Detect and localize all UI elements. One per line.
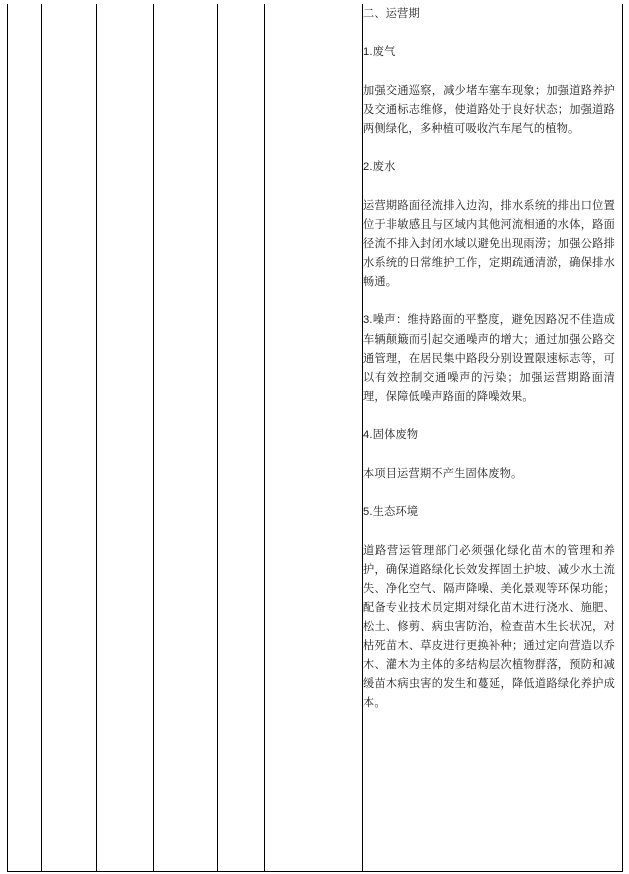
section-title: 二、运营期	[363, 7, 420, 20]
item-title: 废气	[372, 45, 396, 58]
item-title: 废水	[372, 160, 396, 173]
column-divider	[264, 4, 265, 871]
item-number: 2.	[363, 161, 373, 173]
item-number: 3.	[363, 314, 373, 326]
column-divider	[153, 4, 154, 871]
column-divider	[217, 4, 218, 871]
item-body-1: 加强交通巡察，减少堵车塞车现象；加强道路养护及交通标志维修，使道路处于良好状态；加强道路两侧绿化，多种植可吸收汽车尾气的植物。	[363, 84, 615, 135]
item-heading-1	[363, 42, 615, 62]
item-heading-2	[363, 157, 615, 177]
item-heading-4	[363, 425, 615, 445]
operation-period-cell	[363, 4, 615, 712]
item-body-2: 运营期路面径流排入边沟，排水系统的排出口位置位于非敏感且与区域内其他河流相通的水体，路面径流不排入封闭水域以避免出现雨涝；加强公路排水系统的日常维护工作，定期疏通清淤，确保排水畅通。	[363, 199, 615, 288]
item-title: 生态环境	[372, 505, 419, 518]
item-heading-5	[363, 502, 615, 522]
column-divider	[96, 4, 97, 871]
item-number: 5.	[363, 506, 373, 518]
item-number: 1.	[363, 46, 373, 58]
column-divider	[41, 4, 42, 871]
item-title: 噪声：维持路面的平整度，避免因路况不佳造成车辆颠簸而引起交通噪声的增大；通过加强公路交通管理，在居民集中路段分别设置限速标志等，可以有效控制交通噪声的污染；加强运营期路面清理，保障低噪声路面的降噪效果。	[363, 313, 615, 403]
item-body-4: 本项目运营期不产生固体废物。	[363, 467, 523, 480]
item-number: 4.	[363, 429, 373, 441]
item-title: 固体废物	[372, 428, 419, 441]
item-body-5: 道路营运管理部门必须强化绿化苗木的管理和养护，确保道路绿化长效发挥固土护坡、减少水土流失、净化空气、隔声降噪、美化景观等环保功能；配备专业技术员定期对绿化苗木进行浇水、施肥、松土、修剪、病虫害防治，检查苗木生长状况，对枯死苗木、草皮进行更换补种；通过定向营造以乔木、灌木为主体的多结构层次植物群落，预防和减缓苗木病虫害的发生和蔓延，降低道路绿化养护成本。	[363, 544, 615, 709]
item-paragraph-3	[363, 310, 615, 406]
